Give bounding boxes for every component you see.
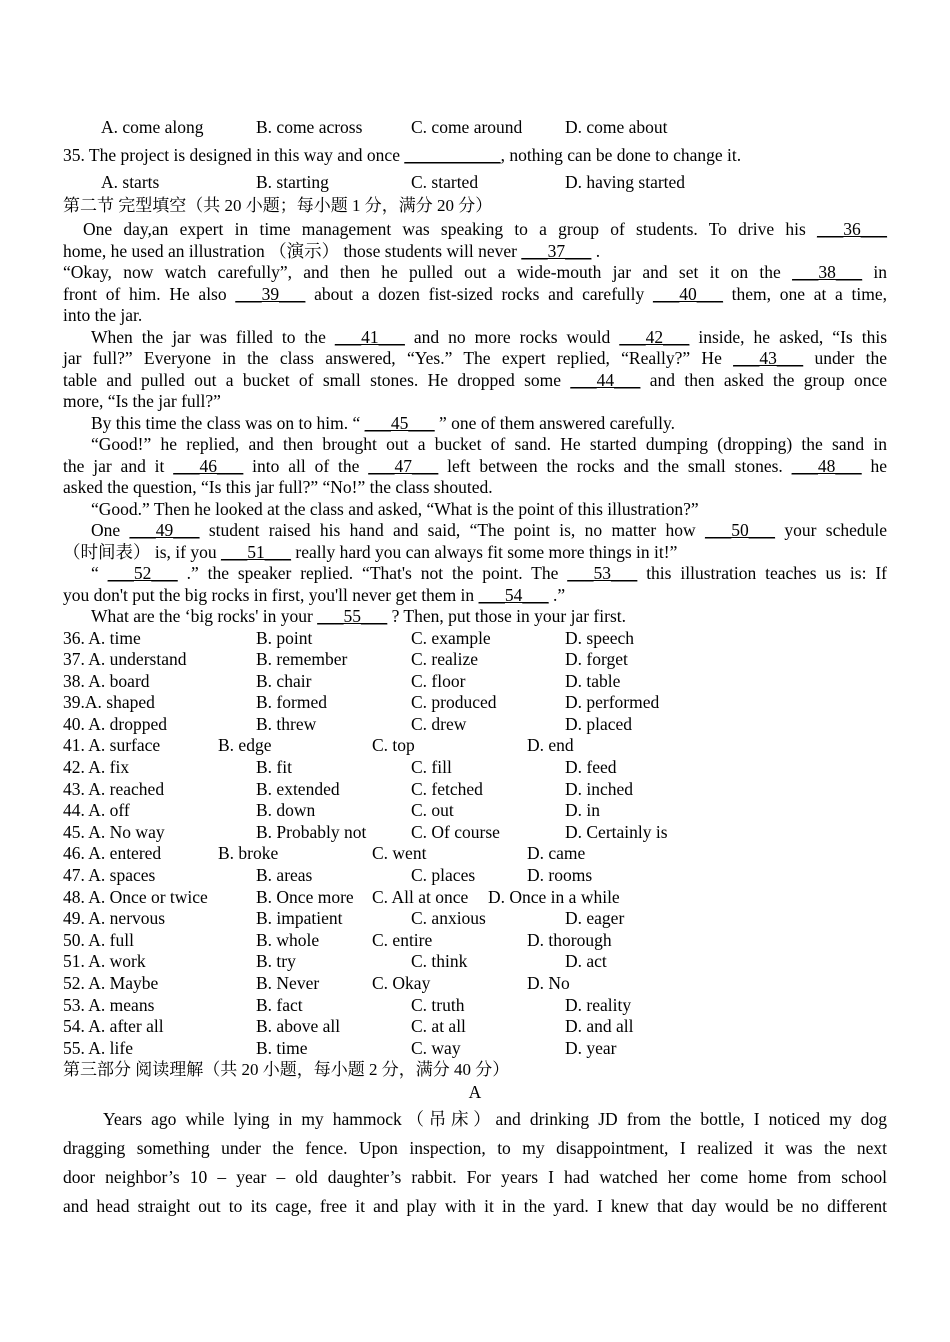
- cloze-line: [63, 219, 887, 241]
- option-b: B. chair: [256, 670, 312, 691]
- reading-line: door neighbor’s 10 – year – old daughter’s rabbit. For years I had watched her come home from school: [63, 1167, 887, 1188]
- cloze-text: under the: [814, 348, 887, 368]
- blank: ___37___: [521, 240, 592, 261]
- option-b: B. remember: [256, 649, 348, 670]
- blank: ___40___: [652, 283, 723, 304]
- option-row: [63, 692, 887, 714]
- option-a: 44. A. off: [63, 800, 130, 821]
- cloze-line: [63, 262, 887, 284]
- option-d: D. act: [565, 951, 607, 972]
- q35-options: [63, 169, 887, 195]
- blank: ___43___: [733, 348, 804, 368]
- option-b: B. whole: [256, 929, 320, 950]
- option-c: C. at all: [411, 1016, 466, 1037]
- option-b: B. starting: [256, 172, 329, 192]
- option-a: 40. A. dropped: [63, 713, 168, 734]
- option-row: [63, 1016, 887, 1038]
- cloze-text: “: [91, 563, 99, 583]
- option-c: C. Okay: [372, 973, 431, 993]
- option-b: B. extended: [256, 778, 340, 799]
- option-a: 50. A. full: [63, 929, 134, 950]
- cloze-line: [63, 284, 887, 306]
- cloze-passage: [63, 219, 887, 628]
- option-b: B. above all: [256, 1016, 341, 1037]
- option-c: C. floor: [411, 670, 466, 691]
- cloze-line: [63, 348, 887, 370]
- cloze-text: them, one at a time,: [731, 283, 888, 304]
- option-b: B. edge: [218, 735, 272, 756]
- option-c: C. fetched: [411, 778, 483, 799]
- cloze-text: .: [595, 240, 601, 261]
- cloze-line: [63, 241, 887, 263]
- cloze-line: [63, 585, 887, 607]
- option-b: B. fact: [256, 994, 303, 1015]
- option-d: D. end: [527, 735, 574, 756]
- cloze-text: inside, he asked, “Is this: [698, 326, 887, 347]
- cloze-text: asked the question, “Is this jar full?” “No!” the class shouted.: [63, 477, 493, 497]
- reading-line: Years ago while lying in my hammock（吊床）and drinking JD from the bottle, I noticed my dog: [103, 1109, 887, 1130]
- option-c: C. drew: [411, 713, 467, 734]
- option-row: [63, 822, 887, 844]
- option-a: A. come along: [101, 117, 204, 137]
- option-d: D. came: [527, 843, 586, 864]
- option-row: [63, 714, 887, 736]
- option-c: C. anxious: [411, 908, 486, 929]
- cloze-text: One: [91, 520, 130, 540]
- cloze-text: .” the speaker replied. “That's not the point. The: [186, 563, 568, 583]
- blank: ___49___: [129, 520, 200, 540]
- cloze-text: What are the ‘big rocks' in your: [91, 606, 318, 626]
- option-a: 41. A. surface: [63, 735, 161, 756]
- cloze-line: [63, 456, 887, 478]
- option-row: [63, 779, 887, 801]
- cloze-text: your schedule: [784, 520, 888, 540]
- option-a: 55. A. life: [63, 1037, 133, 1058]
- option-row: [63, 671, 887, 693]
- option-b: B. come across: [256, 117, 363, 137]
- blank: ___52___: [107, 563, 178, 583]
- option-c: C. went: [372, 843, 427, 864]
- cloze-text: “Okay, now watch carefully”, and then he pulled out a wide-mouth jar and set it on the: [63, 262, 793, 282]
- option-d: D. forget: [565, 649, 628, 670]
- option-c: C. Of course: [411, 821, 500, 842]
- option-row: [63, 757, 887, 779]
- option-row: [63, 908, 887, 930]
- option-d: D. feed: [565, 757, 617, 778]
- option-row: [63, 995, 887, 1017]
- reading-passage: [63, 1105, 887, 1221]
- option-c: C. truth: [411, 994, 465, 1015]
- blank: ___53___: [567, 563, 638, 583]
- option-d: D. having started: [565, 172, 686, 192]
- option-b: B. try: [256, 951, 296, 972]
- option-b: B. fit: [256, 757, 292, 778]
- blank: ___36___: [817, 219, 887, 239]
- cloze-text: into the jar.: [63, 305, 143, 325]
- option-b: B. time: [256, 1037, 308, 1058]
- option-d: D. in: [565, 800, 600, 821]
- q35-stem-end: , nothing can be done to change it.: [500, 145, 742, 165]
- passage-label: A: [468, 1082, 482, 1103]
- q34-options: [63, 113, 887, 141]
- cloze-text: front of him. He also: [63, 283, 236, 304]
- question-35: [63, 141, 887, 169]
- option-c: C. All at once: [372, 886, 469, 907]
- cloze-line: [63, 327, 887, 349]
- option-d: D. speech: [565, 627, 635, 648]
- option-row: [63, 628, 887, 650]
- option-row: [63, 865, 887, 887]
- option-a: 47. A. spaces: [63, 865, 156, 886]
- section-3-heading: 第三部分 阅读理解（共 20 小题，每小题 2 分，满分 40 分）: [63, 1060, 510, 1080]
- blank: ___54___: [478, 584, 549, 605]
- cloze-text: and then asked the group once: [649, 369, 887, 390]
- cloze-text: One day,an expert in time management was speaking to a group of students. To drive his: [83, 219, 817, 239]
- cloze-text: this illustration teaches us is: If: [646, 563, 887, 583]
- option-d: D. and all: [565, 1016, 634, 1037]
- blank: ___41___: [334, 326, 405, 347]
- option-a: 36. A. time: [63, 627, 141, 648]
- option-row: [63, 649, 887, 671]
- blank: ___50___: [705, 520, 775, 540]
- cloze-text: into all of the: [252, 455, 369, 476]
- cloze-text: table and pulled out a bucket of small stones. He dropped some: [63, 369, 571, 390]
- option-d: D. placed: [565, 713, 633, 734]
- cloze-line: [63, 391, 887, 413]
- cloze-text: really hard you can always fit some more things in it!”: [295, 541, 678, 562]
- cloze-options: [63, 628, 887, 1060]
- cloze-text: and no more rocks would: [413, 326, 620, 347]
- option-d: D. Certainly is: [565, 821, 668, 842]
- option-a: 53. A. means: [63, 994, 155, 1015]
- option-b: B. point: [256, 627, 313, 648]
- cloze-line: [63, 520, 887, 542]
- cloze-line: [63, 434, 887, 456]
- option-a: 37. A. understand: [63, 649, 187, 670]
- option-a: A. starts: [101, 172, 160, 192]
- option-b: B. down: [256, 800, 316, 821]
- option-c: C. top: [372, 735, 415, 756]
- option-row: [63, 951, 887, 973]
- cloze-text: “Good.” Then he looked at the class and asked, “What is the point of this illustration?”: [91, 498, 699, 519]
- blank: ___51___: [221, 541, 291, 562]
- option-a: 42. A. fix: [63, 757, 130, 778]
- option-row: [63, 973, 887, 995]
- option-d: D. reality: [565, 994, 632, 1015]
- cloze-line: [63, 542, 887, 564]
- blank: ___42___: [619, 326, 690, 347]
- cloze-text: left between the rocks and the small stones.: [447, 455, 792, 476]
- cloze-line: [63, 305, 887, 327]
- option-b: B. Never: [256, 973, 320, 993]
- cloze-line: [63, 477, 887, 499]
- cloze-text: By this time the class was on to him. “: [91, 412, 361, 433]
- option-c: C. produced: [411, 692, 497, 713]
- q35-stem: 35. The project is designed in this way and once: [63, 145, 405, 165]
- option-a: 49. A. nervous: [63, 908, 166, 929]
- option-c: C. started: [411, 172, 479, 192]
- cloze-line: [63, 370, 887, 392]
- option-d: D. rooms: [527, 865, 593, 886]
- option-d: D. performed: [565, 692, 660, 713]
- option-c: C. way: [411, 1037, 461, 1058]
- option-b: B. Probably not: [256, 821, 367, 842]
- cloze-text: “Good!” he replied, and then brought out a bucket of sand. He started dumping (dropping) the sand in: [91, 434, 887, 454]
- option-row: [63, 930, 887, 952]
- cloze-text: student raised his hand and said, “The point is, no matter how: [208, 520, 705, 540]
- blank: ___38___: [792, 262, 863, 282]
- option-a: 46. A. entered: [63, 843, 162, 864]
- cloze-text: .”: [552, 584, 566, 605]
- option-b: B. threw: [256, 713, 317, 734]
- option-a: 54. A. after all: [63, 1016, 164, 1037]
- cloze-line: [63, 606, 887, 628]
- cloze-text: in: [873, 262, 888, 282]
- cloze-text: more, “Is the jar full?”: [63, 391, 221, 411]
- reading-line: dragging something under the fence. Upon inspection, to my disappointment, I realized it was the next: [63, 1138, 887, 1159]
- blank: ___48___: [791, 455, 862, 476]
- option-d: D. year: [565, 1037, 617, 1058]
- cloze-text: （时间表） is, if you: [63, 541, 221, 562]
- option-a: 39.A. shaped: [63, 692, 155, 713]
- cloze-text: he: [870, 455, 888, 476]
- option-row: [63, 887, 887, 909]
- option-b: B. areas: [256, 865, 313, 886]
- option-row: [63, 843, 887, 865]
- option-c: C. realize: [411, 649, 479, 670]
- option-c: C. think: [411, 951, 468, 972]
- cloze-text: home, he used an illustration （演示） those students will never: [63, 240, 522, 261]
- option-d: D. thorough: [527, 929, 612, 950]
- option-b: B. Once more: [256, 886, 354, 907]
- option-d: D. come about: [565, 117, 668, 137]
- option-a: 45. A. No way: [63, 821, 165, 842]
- option-c: C. entire: [372, 929, 433, 950]
- reading-line: and head straight out to its cage, free it and play with it in the yard. I knew that day would be no different: [63, 1196, 887, 1217]
- cloze-line: [63, 413, 887, 435]
- option-d: D. Once in a while: [488, 886, 620, 907]
- option-b: B. broke: [218, 843, 279, 864]
- cloze-text: jar full?” Everyone in the class answered, “Yes.” The expert replied, “Really?” He: [63, 348, 734, 368]
- option-d: D. table: [565, 670, 621, 691]
- section-2-heading: 第二节 完型填空（共 20 小题；每小题 1 分，满分 20 分）: [63, 196, 493, 215]
- option-c: C. fill: [411, 757, 452, 778]
- cloze-text: ? Then, put those in your jar first.: [391, 606, 626, 626]
- option-b: B. impatient: [256, 908, 343, 929]
- option-d: D. eager: [565, 908, 625, 929]
- q35-blank: ___________: [404, 145, 501, 165]
- cloze-text: the jar and it: [63, 455, 174, 476]
- option-d: D. inched: [565, 778, 634, 799]
- option-a: 38. A. board: [63, 670, 150, 691]
- option-b: B. formed: [256, 692, 327, 713]
- option-a: 52. A. Maybe: [63, 973, 159, 993]
- option-c: C. out: [411, 800, 454, 821]
- option-c: C. come around: [411, 117, 523, 137]
- blank: ___47___: [368, 455, 439, 476]
- cloze-text: you don't put the big rocks in first, you'll never get them in: [63, 584, 479, 605]
- exam-page: [63, 113, 887, 1221]
- option-row: [63, 735, 887, 757]
- option-a: 48. A. Once or twice: [63, 886, 208, 907]
- blank: ___45___: [364, 412, 435, 433]
- cloze-line: [63, 563, 887, 585]
- option-c: C. places: [411, 865, 476, 886]
- blank: ___46___: [173, 455, 244, 476]
- option-a: 43. A. reached: [63, 778, 165, 799]
- blank: ___44___: [570, 369, 641, 390]
- cloze-text: When the jar was filled to the: [91, 326, 335, 347]
- cloze-text: ” one of them answered carefully.: [439, 412, 676, 433]
- option-d: D. No: [527, 973, 570, 993]
- option-row: [63, 1038, 887, 1060]
- option-c: C. example: [411, 627, 491, 648]
- cloze-text: about a dozen fist-sized rocks and carefully: [314, 283, 653, 304]
- option-row: [63, 800, 887, 822]
- option-a: 51. A. work: [63, 951, 146, 972]
- cloze-line: [63, 499, 887, 521]
- blank: ___39___: [235, 283, 306, 304]
- blank: ___55___: [317, 606, 388, 626]
